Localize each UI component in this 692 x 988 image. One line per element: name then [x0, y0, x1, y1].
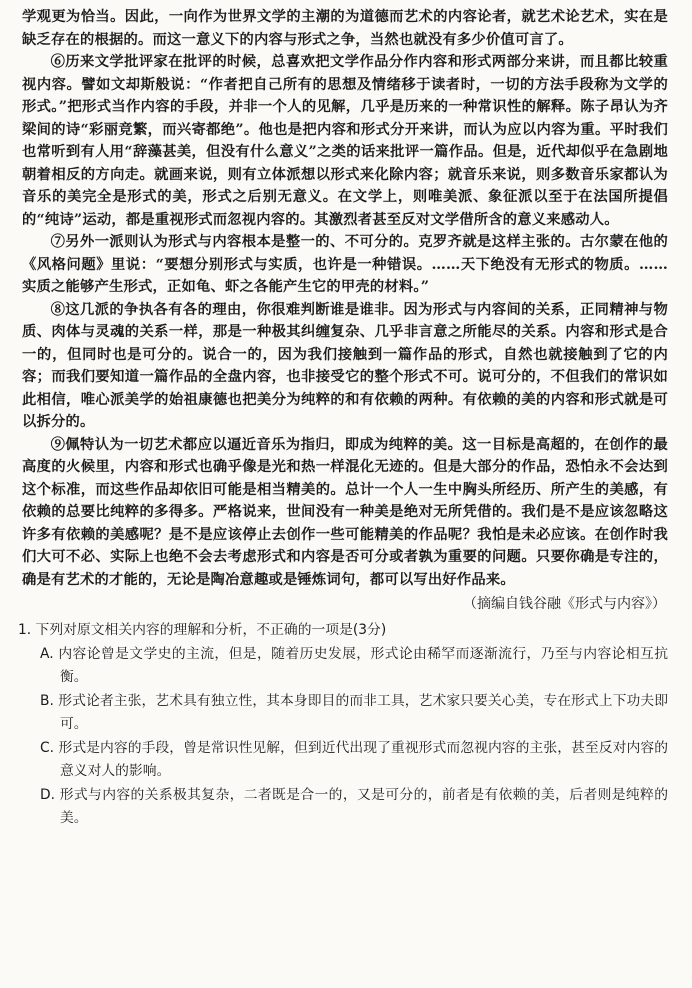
- question-1: [18, 619, 668, 831]
- option-d[interactable]: D. 形式与内容的关系极其复杂，二者既是合一的，又是可分的，前者是有依赖的美，后者则是纯粹的美。: [40, 786, 668, 826]
- passage-paragraph-8: ⑧这几派的争执各有各的理由，你很难判断谁是谁非。因为形式与内容间的关系，正同精神与物质、肉体与灵魂的关系一样，那是一种极其纠缠复杂、几乎非言意之所能尽的关系。内容和形式是合一的，但同时也是可分的。说合一的，因为我们接触到一篇作品的形式，自然也就接触到了它的内容；而我们要知道一篇作品的全盘内容，也非接受它的整个形式不可。说可分的，不但我们的常识如此相信，唯心派美学的始祖康德也把美分为纯粹的和有依赖的两种。有依赖的美的内容和形式就是可以拆分的。: [22, 301, 668, 430]
- option-b[interactable]: B. 形式论者主张，艺术具有独立性，其本身即目的而非工具，艺术家只要关心美，专在形式上下功夫即可。: [40, 692, 668, 732]
- passage-paragraph-intro: 学观更为恰当。因此，一向作为世界文学的主潮的为道德而艺术的内容论者，就艺术论艺术，实在是缺乏存在的根据的。而这一意义下的内容与形式之争，当然也就没有多少价值可言了。: [22, 9, 668, 48]
- passage-paragraph-9: ⑨佩特认为一切艺术都应以逼近音乐为指归，即成为纯粹的美。这一目标是高超的，在创作的最高度的火候里，内容和形式也确乎像是光和热一样混化无迹的。但是大部分的作品，恐怕永不会达到这个标准，而这些作品却依旧可能是相当精美的。总计一个人一生中胸头所经历、所产生的美感，有依赖的总要比纯粹的多得多。严格说来，世间没有一种美是绝对无所凭借的。我们是不是应该忽略这许多有依赖的美感呢？是不是应该停止去创作一些可能精美的作品呢？我怕是未必应该。在创作时我们大可不必、实际上也绝不会去考虑形式和内容是否可分或者孰为重要的问题。只要你确是专注的，确是有艺术的才能的，无论是陶冶意趣或是锤炼词句，都可以写出好作品来。: [22, 436, 668, 588]
- passage-paragraph-6: ⑥历来文学批评家在批评的时候，总喜欢把文学作品分作内容和形式两部分来讲，而且都比较重视内容。譬如文却斯般说：“作者把自己所有的思想及情绪移于读者时，一切的方法手段称为文学的形式。”把形式当作内容的手段，并非一个人的见解，几乎是历来的一种常识性的解释。陈子昂认为齐梁间的诗“彩丽竞繁，而兴寄都绝”。他也是把内容和形式分开来讲，而认为应以内容为重。平时我们也常听到有人用“辞藻甚美，但没有什么意义”之类的话来批评一篇作品。但是，近代却似乎在急剧地朝着相反的方向走。就画来说，则有立体派想以形式来化除内容；就音乐来说，则多数音乐家都认为音乐的美完全是形式的美，形式之后别无意义。在文学上，则唯美派、象征派以至于在法国所提倡的“纯诗”运动，都是重视形式而忽视内容的。其激烈者甚至反对文学借所含的意义来感动人。: [22, 54, 668, 228]
- question-stem: 1. 下列对原文相关内容的理解和分析，不正确的一项是(3分): [18, 622, 387, 638]
- option-c[interactable]: C. 形式是内容的手段，曾是常识性见解，但到近代出现了重视形式而忽视内容的主张，甚至反对内容的意义对人的影响。: [40, 739, 668, 779]
- option-a[interactable]: A. 内容论曾是文学史的主流，但是，随着历史发展，形式论由稀罕而逐渐流行，乃至与内容论相互抗衡。: [40, 645, 668, 685]
- passage-paragraph-7: ⑦另外一派则认为形式与内容根本是整一的、不可分的。克罗齐就是这样主张的。古尔蒙在他的《风格问题》里说：“要想分别形式与实质，也许是一种错误。……天下绝没有无形式的物质。……实质之能够产生形式，正如龟、虾之各能产生它的甲壳的材料。”: [22, 234, 668, 295]
- source-citation: （摘编自钱谷融《形式与内容》）: [463, 596, 666, 612]
